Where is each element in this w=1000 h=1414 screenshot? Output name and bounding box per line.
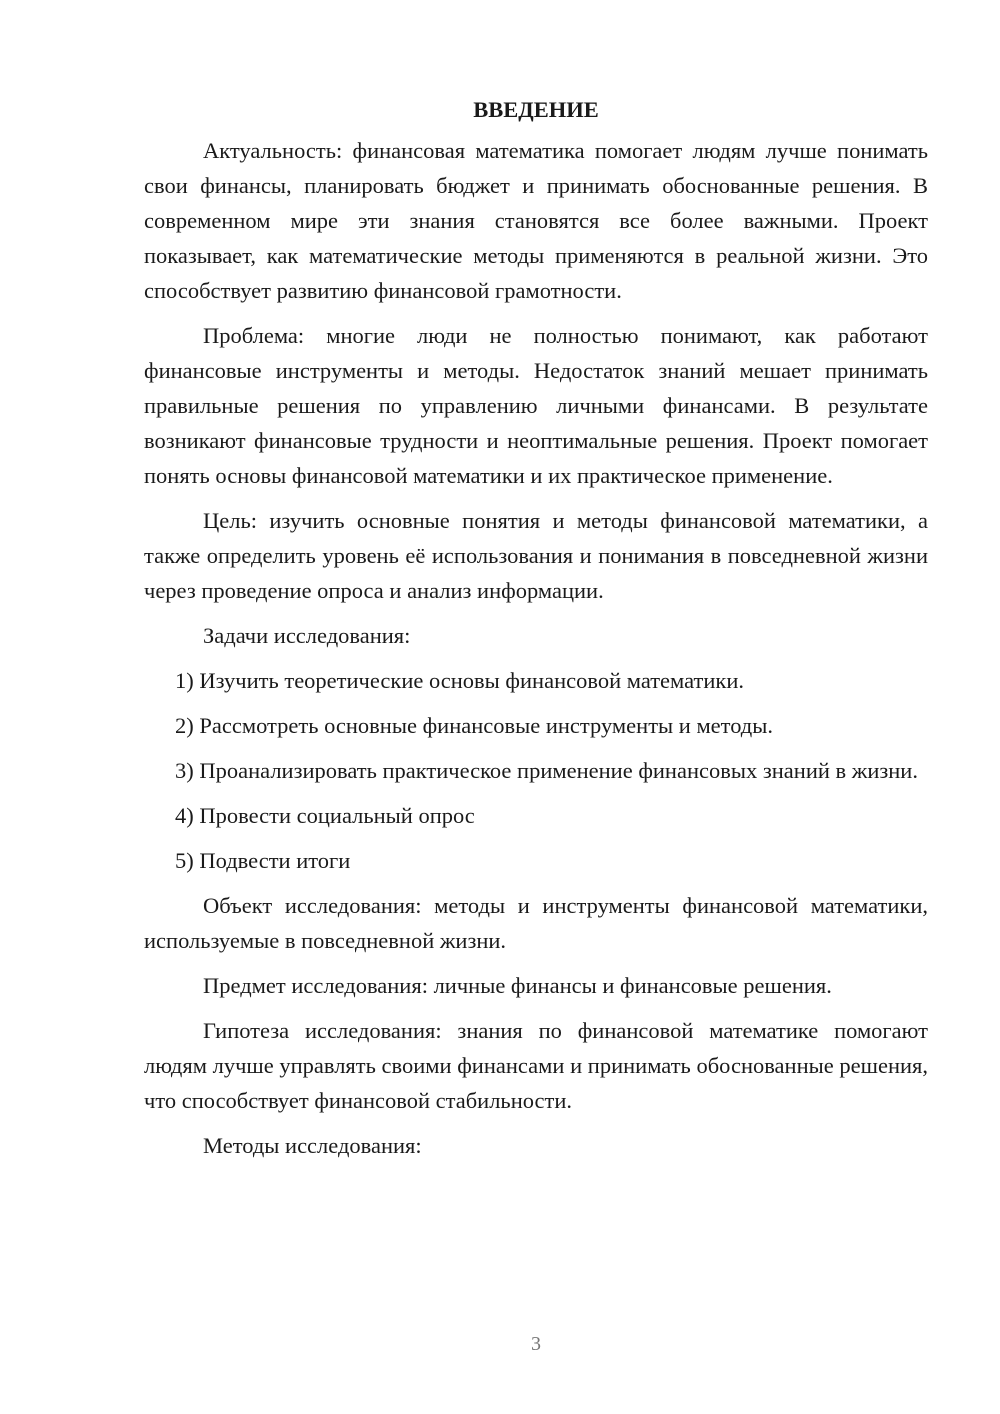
paragraph-methods: Методы исследования: [203,1133,422,1158]
document-page [144,92,928,1173]
list-item-task-4: 4) Провести социальный опрос [175,803,475,828]
list-item-task-5: 5) Подвести итоги [175,848,351,873]
paragraph-subject: Предмет исследования: личные финансы и финансовые решения. [203,973,832,998]
paragraph-goal: Цель: изучить основные понятия и методы финансовой математики, а также определить уровень её использования и понимания в повседневной жизни через проведение опроса и анализ информации. [144,508,928,603]
page-number: 3 [531,1333,541,1355]
list-item-task-3: 3) Проанализировать практическое применение финансовых знаний в жизни. [175,758,918,783]
paragraph-hypothesis: Гипотеза исследования: знания по финансовой математике помогают людям лучше управлять своими финансами и принимать обоснованные решения, что способствует финансовой стабильности. [144,1018,928,1113]
list-item-task-2: 2) Рассмотреть основные финансовые инструменты и методы. [175,713,773,738]
paragraph-relevance: Актуальность: финансовая математика помогает людям лучше понимать свои финансы, планировать бюджет и принимать обоснованные решения. В современном мире эти знания становятся все более важными. Проект показывает, как математические методы применяются в реальной жизни. Это способствует развитию финансовой грамотности. [144,138,928,303]
paragraph-object: Объект исследования: методы и инструменты финансовой математики, используемые в повседневной жизни. [144,893,928,953]
list-item-task-1: 1) Изучить теоретические основы финансовой математики. [175,668,745,693]
paragraph-problem: Проблема: многие люди не полностью понимают, как работают финансовые инструменты и методы. Недостаток знаний мешает принимать правильные решения по управлению личными финансами. В результате возникают финансовые трудности и неоптимальные решения. Проект помогает понять основы финансовой математики и их практическое применение. [144,323,928,488]
paragraph-tasks-heading: Задачи исследования: [203,623,411,648]
page-title: ВВЕДЕНИЕ [473,97,599,122]
